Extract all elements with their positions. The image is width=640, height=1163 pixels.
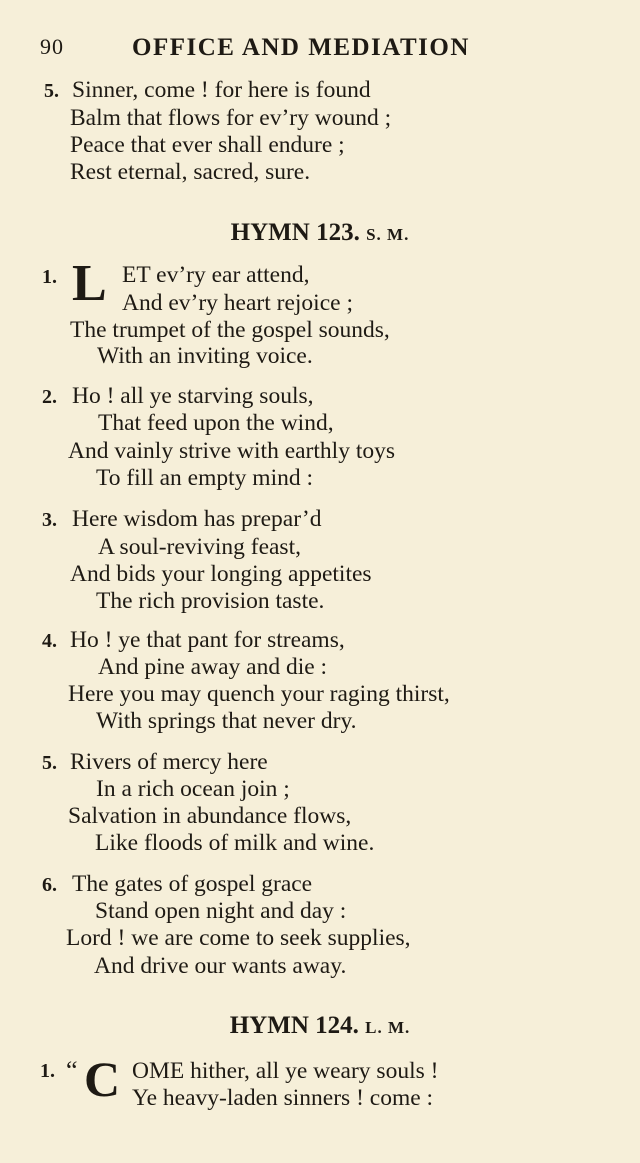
verse-line: And bids your longing appetites (70, 561, 372, 587)
verse-line: Sinner, come ! for here is found (72, 77, 371, 103)
verse-line: With springs that never dry. (96, 708, 357, 734)
verse-line: Ye heavy-laden sinners ! come : (132, 1085, 434, 1111)
drop-cap: L (72, 255, 107, 312)
verse-line: Peace that ever shall endure ; (70, 132, 345, 158)
verse-line: And drive our wants away. (94, 953, 347, 979)
verse-line: And pine away and die : (98, 654, 328, 680)
verse-line: Ho ! all ye starving souls, (72, 383, 314, 409)
stanza-number: 2. (42, 386, 57, 408)
verse-line: Here you may quench your raging thirst, (68, 681, 450, 707)
hymn-title: HYMN 124. (229, 1012, 359, 1039)
hymn-meter: L. M. (365, 1018, 411, 1037)
verse-line: Like floods of milk and wine. (95, 830, 375, 856)
stanza-number: 5. (42, 752, 57, 774)
verse-line: Stand open night and day : (95, 898, 347, 924)
hymn-heading (0, 1012, 640, 1040)
verse-line: Ho ! ye that pant for streams, (70, 627, 345, 653)
page-number: 90 (40, 34, 64, 59)
verse-line: And vainly strive with earthly toys (68, 438, 395, 464)
hymn-title: HYMN 123. (230, 219, 360, 246)
opening-quote: “ (66, 1056, 78, 1085)
verse-line: That feed upon the wind, (98, 410, 334, 436)
drop-cap: C (84, 1051, 121, 1107)
stanza-number: 5. (44, 80, 59, 102)
stanza-number: 1. (40, 1060, 55, 1082)
verse-line: To fill an empty mind : (96, 465, 314, 491)
verse-line: Balm that flows for ev’ry wound ; (70, 105, 392, 131)
verse-line: The trumpet of the gospel sounds, (70, 317, 390, 343)
verse-line: ET ev’ry ear attend, (122, 262, 310, 288)
verse-line: Rest eternal, sacred, sure. (70, 159, 311, 185)
hymn-heading (0, 219, 640, 247)
verse-line: Salvation in abundance flows, (68, 803, 352, 829)
verse-line: Rivers of mercy here (70, 749, 268, 775)
verse-line: OME hither, all ye weary souls ! (132, 1058, 439, 1084)
verse-line: The gates of gospel grace (72, 871, 313, 897)
verse-line: The rich provision taste. (96, 588, 325, 614)
page-title: OFFICE AND MEDIATION (132, 34, 470, 61)
hymn-meter: S. M. (366, 225, 410, 244)
verse-line: Here wisdom has prepar’d (72, 506, 322, 532)
verse-line: A soul-reviving feast, (98, 534, 301, 560)
verse-line: In a rich ocean join ; (96, 776, 290, 802)
verse-line: Lord ! we are come to seek supplies, (66, 925, 411, 951)
stanza-number: 6. (42, 874, 57, 896)
verse-line: And ev’ry heart rejoice ; (122, 290, 353, 316)
verse-line: With an inviting voice. (97, 343, 313, 369)
stanza-number: 4. (42, 630, 57, 652)
stanza-number: 1. (42, 266, 57, 288)
stanza-number: 3. (42, 509, 57, 531)
